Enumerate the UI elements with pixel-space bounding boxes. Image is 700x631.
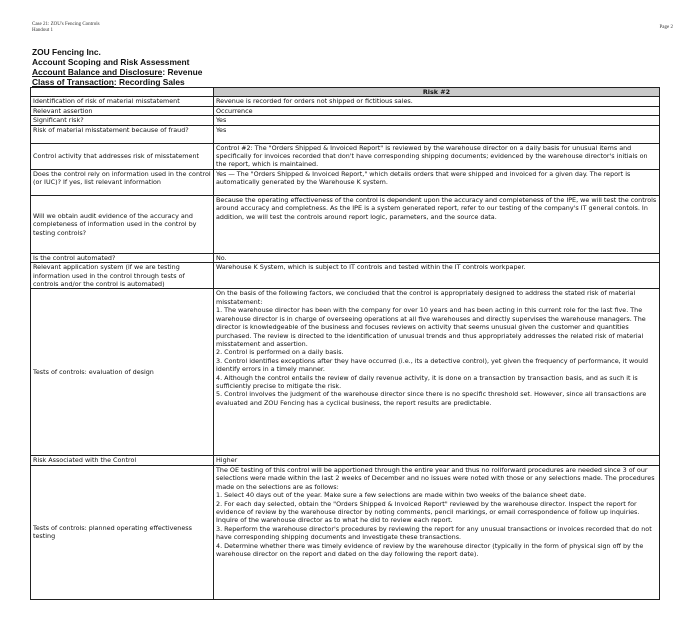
row-label: Tests of controls: planned operating effectiveness testing: [31, 465, 214, 599]
account-line: [32, 67, 202, 77]
row-label: Identification of risk of material misstatement: [31, 97, 214, 106]
row-value: Higher: [214, 456, 660, 465]
table-row: [31, 456, 660, 465]
table-row: [31, 465, 660, 599]
page-header: [32, 22, 100, 34]
row-label: Control activity that addresses risk of misstatement: [31, 143, 214, 169]
row-value: Revenue is recorded for orders not shipped or fictitious sales.: [214, 97, 660, 106]
design-intro: On the basis of the following factors, we concluded that the control is appropriately designed to address the stated risk of material misstatement:: [216, 289, 636, 306]
table-row: [31, 253, 660, 262]
row-value: Yes: [214, 116, 660, 125]
row-label: Will we obtain audit evidence of the accuracy and completeness of information used in the control by testing controls?: [31, 195, 214, 253]
table-row: [31, 289, 660, 456]
planned-item: 2. For each day selected, obtain the "Orders Shipped & Invoiced Report" reviewed by the warehouse director. Inspect the report for evidence of review by the warehouse director by noting comments, pencil markings, or email correspondence of follow up inquiries. Inquire of the warehouse director as to what he did to review each report.: [216, 499, 640, 525]
row-value: Warehouse K System, which is subject to IT controls and tested within the IT controls workpaper.: [214, 263, 660, 289]
handout-line: Handout 1: [32, 28, 53, 33]
row-label: Is the control automated?: [31, 253, 214, 262]
document-title-block: [32, 47, 202, 87]
row-value: Because the operating effectiveness of the control is dependent upon the accuracy and completeness of the IPE, we will test the controls around accuracy and completness. As the IPE is a system generated report, refer to our testing of the company's IT general contols. In addition, we will test the controls around report logic, parameters, and the source data.: [214, 195, 660, 253]
page-number: Page 2: [659, 25, 673, 30]
planned-intro: The OE testing of this control will be apportioned through the entire year and thus no rollforward procedures are needed since 3 of our selections were made within the last 2 weeks of December and no issues were noted with those or any selections made. The procedures made on the selections are as follows:: [216, 465, 655, 491]
row-label: Tests of controls: evaluation of design: [31, 289, 214, 456]
document-subtitle: Account Scoping and Risk Assessment: [32, 57, 190, 67]
table-row: [31, 116, 660, 125]
account-value: : Revenue: [162, 67, 203, 77]
design-item: 2. Control is performed on a daily basis.: [216, 348, 344, 357]
case-line: Case 21: ZOU's Fencing Controls: [32, 22, 100, 27]
risk-header-blank: [31, 88, 214, 97]
row-value: Control #2: The "Orders Shipped & Invoiced Report" is reviewed by the warehouse director on a daily basis for unusual items and specifically for invoices recorded that don't have corresponding shipping documents; evidenced by the warehouse director's initials on the report, which is maintained.: [214, 143, 660, 169]
class-label: Class of Transaction: [32, 77, 114, 87]
table-row: [31, 195, 660, 253]
row-label: Risk Associated with the Control: [31, 456, 214, 465]
planned-item: 3. Reperform the warehouse director's procedures by reviewing the report for any unusual transactions or invoices recorded that do not have corresponding shipping documents and investigate these transactions.: [216, 524, 652, 542]
row-value: No.: [214, 253, 660, 262]
row-value-planned: [214, 465, 660, 599]
class-value: : Recording Sales: [113, 77, 185, 87]
design-item: 4. Although the control entails the review of daily revenue activity, it is done on a transaction by transaction basis, and as such it is sufficiently precise to mitigate the risk.: [216, 373, 638, 390]
class-line: [32, 77, 202, 87]
table-row: [31, 125, 660, 143]
planned-item: 1. Select 40 days out of the year. Make sure a few selections are made within two weeks of the balance sheet date.: [216, 491, 587, 500]
design-item: 1. The warehouse director has been with the company for over 10 years and has been acting in this current role for the last five. The warehouse director is in charge of overseeing operations at all five warehouses and directly supervises the warehouse managers. The director is knowledgeable of the business and focuses reviews on activity that seems unusual given the customer and quantities purchased. The review is directed to the identification of unusual trends and thus appropriately addresses the related risk of material misstatement and assertion.: [216, 306, 646, 348]
company-name: ZOU Fencing Inc.: [32, 47, 101, 57]
table-row: [31, 106, 660, 115]
row-label: Relevant assertion: [31, 106, 214, 115]
row-label: Relevant application system (if we are testing information used in the control through tests of controls and/or the control is automated): [31, 263, 214, 289]
row-label: Does the control rely on information used in the control (or IUC)? If yes, list relevant information: [31, 169, 214, 195]
design-item: 3. Control identifies exceptions after they have occurred (i.e., its a detective control), yet given the frequency of performance, it would identify errors in a timely manner.: [216, 356, 649, 374]
row-label: Risk of material misstatement because of fraud?: [31, 125, 214, 143]
row-label: Significant risk?: [31, 116, 214, 125]
row-value: Occurrence: [214, 106, 660, 115]
row-value: Yes — The "Orders Shipped & Invoiced Report," which details orders that were shipped and invoiced for a given day. The report is automatically generated by the Warehouse K system.: [214, 169, 660, 195]
table-row: [31, 97, 660, 106]
row-value: Yes: [214, 125, 660, 143]
account-label: Account Balance and Disclosure: [32, 67, 163, 77]
table-row: [31, 263, 660, 289]
design-item: 5. Control involves the judgment of the warehouse director since there is no specific threshold set. However, since all transactions are evaluated and ZOU Fencing has a cyclical business, the report results are predictable.: [216, 390, 647, 407]
table-row: [31, 143, 660, 169]
risk-header-row: [31, 88, 660, 97]
planned-item: 4. Determine whether there was timely evidence of review by the warehouse director (typically in the form of physical sign off by the warehouse director on the report and dated on the day following the report date).: [216, 541, 644, 558]
risk-assessment-table: [30, 87, 660, 600]
risk-header: Risk #2: [214, 88, 660, 97]
row-value-design: [214, 289, 660, 456]
table-row: [31, 169, 660, 195]
